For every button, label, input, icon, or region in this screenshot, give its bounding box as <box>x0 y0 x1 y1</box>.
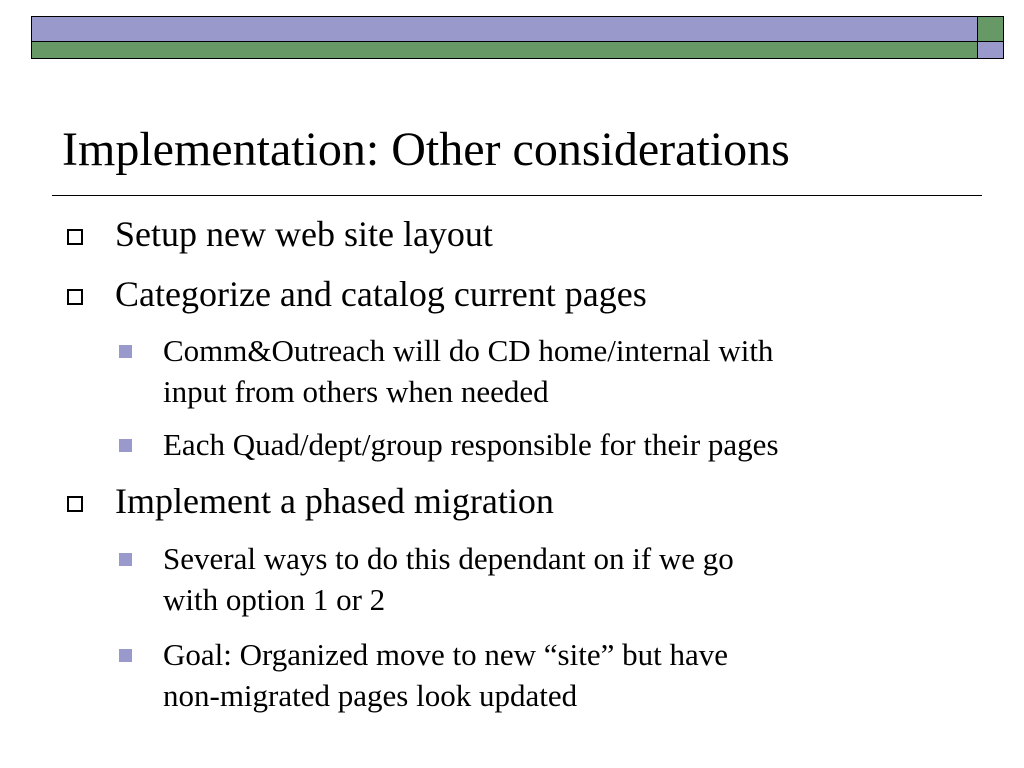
bullet-phased-migration: Implement a phased migration <box>115 481 554 521</box>
sub-bullet-comm-outreach-line2: input from others when needed <box>163 374 549 409</box>
slide-title: Implementation: Other considerations <box>62 123 790 176</box>
hollow-square-icon <box>67 229 83 245</box>
sub-bullet-several-ways-line1: Several ways to do this dependant on if we go <box>163 541 734 576</box>
bullet-setup-layout: Setup new web site layout <box>115 214 493 254</box>
sub-bullet-goal-line1: Goal: Organized move to new “site” but have <box>163 637 728 672</box>
hollow-square-icon <box>67 289 83 305</box>
filled-square-icon <box>119 345 132 358</box>
header-square-top <box>977 16 1004 42</box>
sub-bullet-several-ways-line2: with option 1 or 2 <box>163 582 386 617</box>
header-band-bottom <box>31 41 978 59</box>
bullet-categorize-catalog: Categorize and catalog current pages <box>115 274 647 314</box>
filled-square-icon <box>119 649 132 662</box>
header-band-top <box>31 16 978 42</box>
title-divider <box>52 195 982 196</box>
header-square-bottom <box>977 41 1004 59</box>
hollow-square-icon <box>67 496 83 512</box>
filled-square-icon <box>119 439 132 452</box>
filled-square-icon <box>119 553 132 566</box>
sub-bullet-each-quad: Each Quad/dept/group responsible for their pages <box>163 427 779 462</box>
sub-bullet-goal-line2: non-migrated pages look updated <box>163 678 578 713</box>
sub-bullet-comm-outreach-line1: Comm&Outreach will do CD home/internal with <box>163 333 774 368</box>
